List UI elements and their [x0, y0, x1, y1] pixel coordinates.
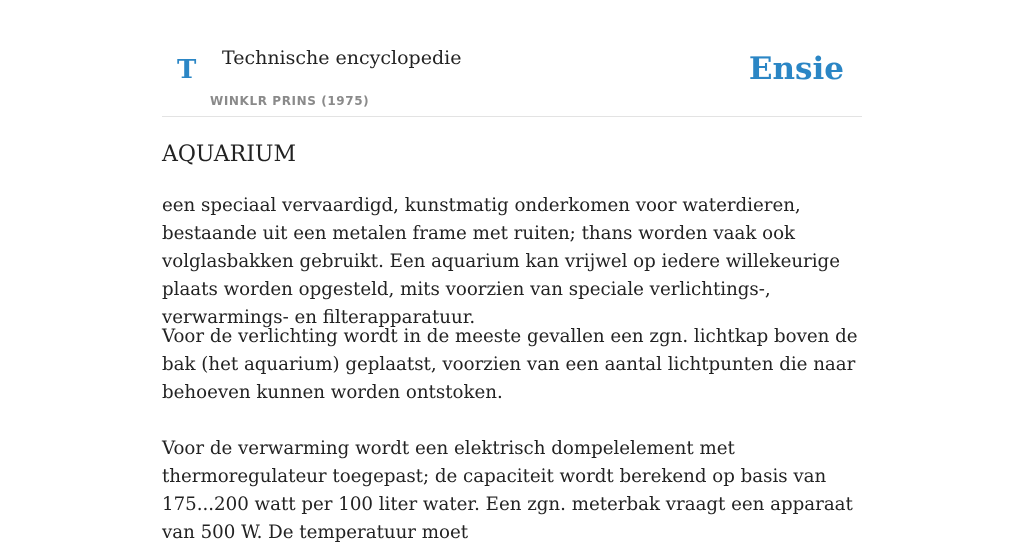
article-paragraph: een speciaal vervaardigd, kunstmatig onderkomen voor waterdieren, bestaande uit een metalen frame met ruiten; thans worden vaak ook volglasbakken gebruikt. Een aquarium kan vrijwel op iedere willekeurige plaats worden opgesteld, mits voorzien van speciale verlichtings-, verwarmings- en filterapparatuur.: [162, 195, 840, 328]
article-headword: AQUARIUM: [162, 142, 296, 167]
brand-logo[interactable]: Ensie: [748, 51, 844, 87]
article-paragraph: Voor de verlichting wordt in de meeste gevallen een zgn. lichtkap boven de bak (het aquarium) geplaatst, voorzien van een aantal lichtpunten die naar behoeven kunnen worden ontstoken.: [162, 326, 858, 403]
book-source: WINKLR PRINS (1975): [210, 94, 370, 108]
article-paragraph: Voor de verwarming wordt een elektrisch dompelelement met thermoregulateur toegepast; de capaciteit wordt berekend op basis van 175...200 watt per 100 liter water. Een zgn. meterbak vraagt een apparaat van 500 W. De temperatuur moet: [162, 438, 853, 543]
book-logo[interactable]: T: [177, 55, 197, 85]
book-title[interactable]: Technische encyclopedie: [222, 47, 462, 69]
header: [162, 0, 862, 117]
